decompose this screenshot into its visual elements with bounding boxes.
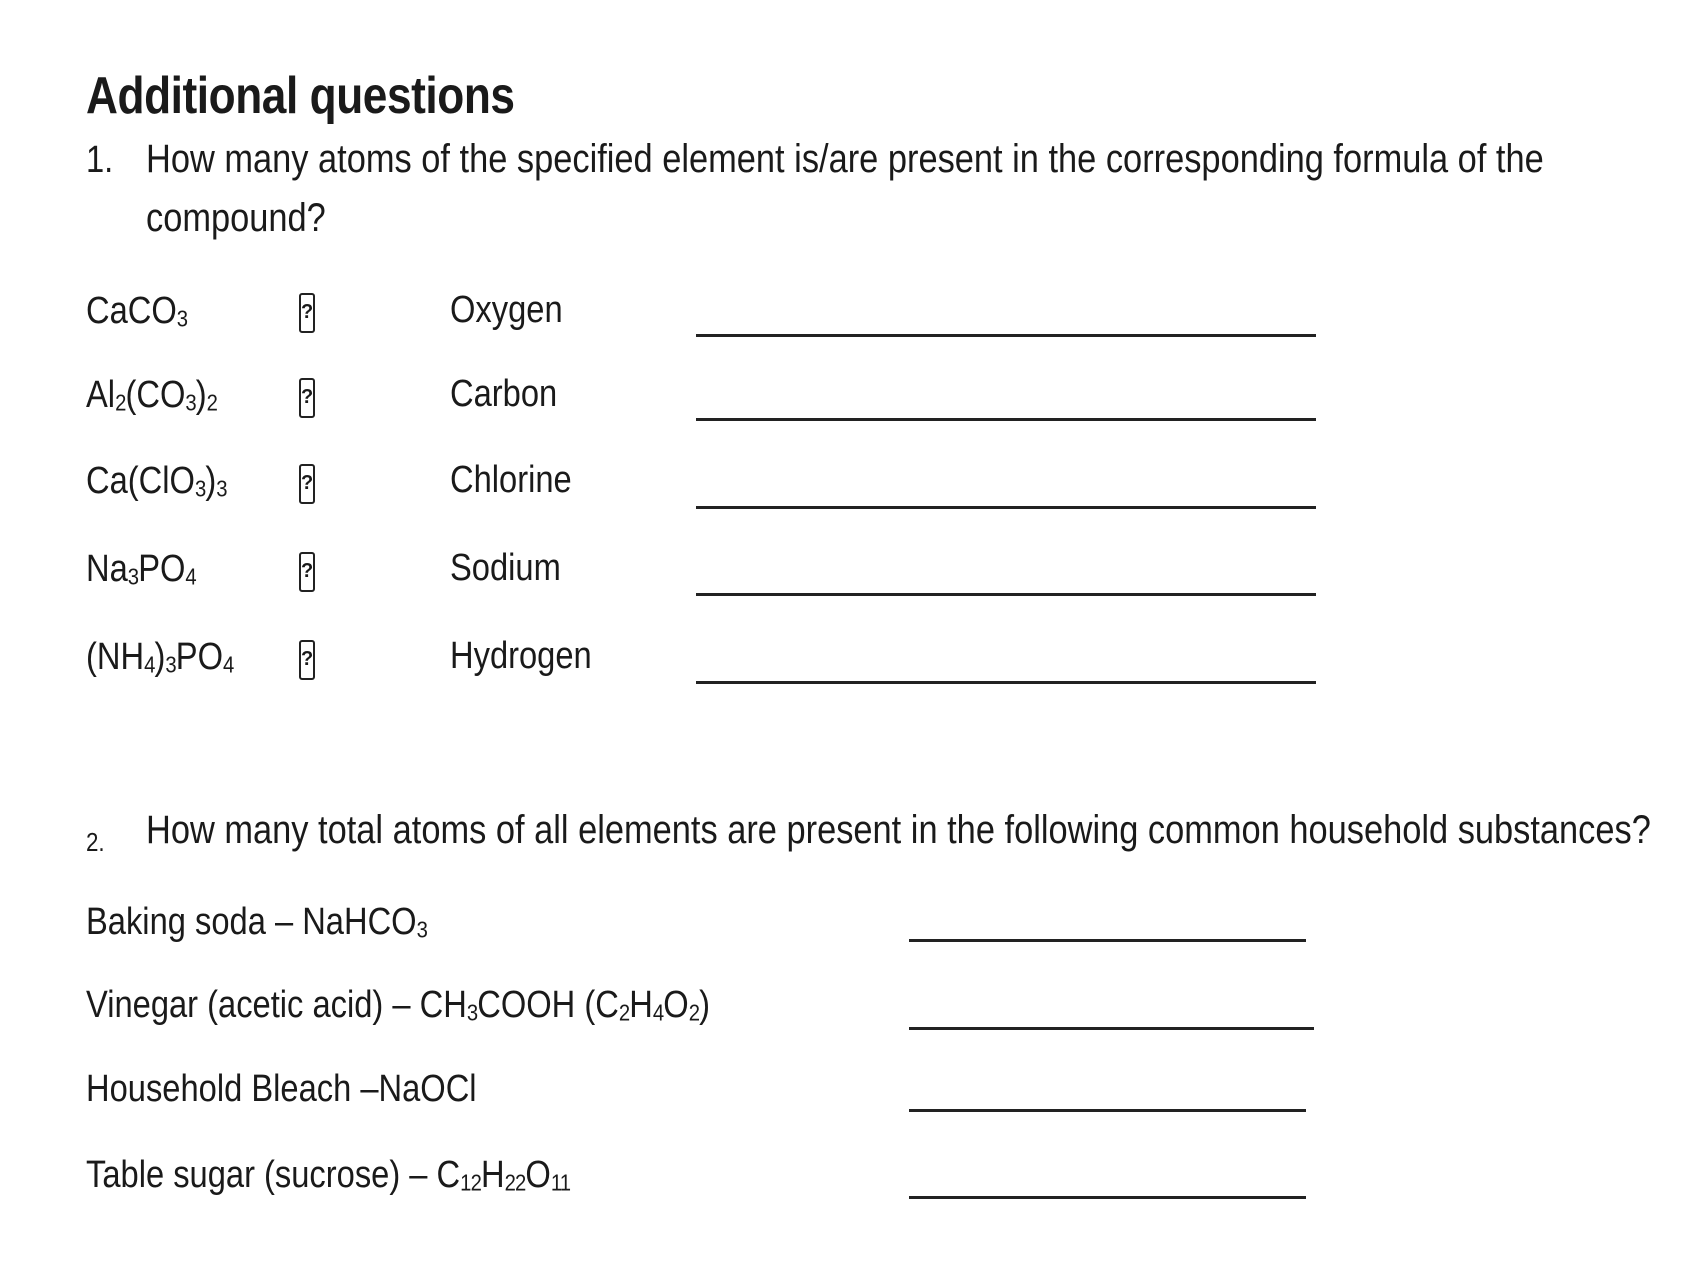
subscript: 3 bbox=[466, 999, 478, 1026]
subscript: 2 bbox=[206, 389, 218, 416]
element-label: Oxygen bbox=[450, 289, 563, 331]
substance-cell bbox=[86, 1068, 477, 1111]
subscript: 3 bbox=[216, 475, 227, 502]
formula-text: Vinegar (acetic acid) – CH bbox=[86, 984, 467, 1026]
element-label: Sodium bbox=[450, 547, 561, 589]
formula-text: ) bbox=[205, 460, 217, 502]
arrow-placeholder-icon: ? bbox=[299, 464, 315, 504]
formula-text: Na bbox=[86, 548, 128, 590]
formula-text: (CO bbox=[125, 374, 186, 416]
page-title: Additional questions bbox=[86, 67, 515, 125]
answer-line[interactable] bbox=[909, 1109, 1306, 1112]
formula-text: Al bbox=[86, 374, 116, 416]
formula-text: PO bbox=[175, 636, 224, 678]
subscript: 11 bbox=[550, 1169, 571, 1196]
question-2-number: 2. bbox=[86, 827, 105, 857]
formula-text: H bbox=[629, 984, 653, 1026]
formula-text: CO bbox=[127, 290, 177, 332]
subscript: 3 bbox=[176, 305, 188, 332]
formula-text: ) bbox=[699, 984, 711, 1026]
element-label: Hydrogen bbox=[450, 635, 592, 677]
answer-line[interactable] bbox=[696, 681, 1316, 684]
question-1-text-line2: compound? bbox=[146, 196, 326, 240]
answer-line[interactable] bbox=[696, 334, 1316, 337]
formula-text: ) bbox=[154, 636, 166, 678]
answer-line[interactable] bbox=[909, 939, 1306, 942]
question-2-text: How many total atoms of all elements are present in the following common household substances? bbox=[146, 808, 1651, 852]
formula-text: ) bbox=[195, 374, 207, 416]
substance-cell bbox=[86, 1154, 570, 1197]
subscript: 22 bbox=[504, 1169, 526, 1196]
subscript: 4 bbox=[652, 999, 664, 1026]
answer-line[interactable] bbox=[696, 418, 1316, 421]
formula-text: COOH (C bbox=[477, 984, 619, 1026]
question-1-text-line1: How many atoms of the specified element is/are present in the corresponding formula of the bbox=[146, 137, 1544, 181]
question-1-number: 1. bbox=[86, 139, 114, 181]
substance-cell bbox=[86, 984, 710, 1027]
subscript: 2 bbox=[688, 999, 700, 1026]
arrow-placeholder-icon: ? bbox=[299, 552, 315, 592]
substance-cell bbox=[86, 901, 427, 944]
subscript: 3 bbox=[194, 475, 206, 502]
subscript: 4 bbox=[185, 563, 196, 590]
formula-text: Ca bbox=[86, 290, 128, 332]
formula-text: O bbox=[663, 984, 689, 1026]
subscript: 3 bbox=[416, 916, 428, 943]
formula-text: O bbox=[525, 1154, 551, 1196]
element-label: Chlorine bbox=[450, 459, 572, 501]
formula-cell bbox=[86, 548, 196, 591]
formula-text: Ca(ClO bbox=[86, 460, 195, 502]
answer-line[interactable] bbox=[909, 1196, 1306, 1199]
formula-cell bbox=[86, 636, 233, 679]
formula-text: PO bbox=[138, 548, 186, 590]
subscript: 4 bbox=[144, 651, 155, 678]
formula-cell bbox=[86, 374, 217, 417]
answer-line[interactable] bbox=[696, 593, 1316, 596]
arrow-placeholder-icon: ? bbox=[299, 293, 315, 333]
formula-text: (NH bbox=[86, 636, 145, 678]
subscript: 12 bbox=[460, 1169, 481, 1196]
formula-cell bbox=[86, 460, 227, 503]
subscript: 2 bbox=[115, 389, 126, 416]
subscript: 4 bbox=[223, 651, 234, 678]
subscript: 3 bbox=[185, 389, 196, 416]
subscript: 3 bbox=[165, 651, 176, 678]
element-label: Carbon bbox=[450, 373, 558, 415]
subscript: 3 bbox=[127, 563, 139, 590]
answer-line[interactable] bbox=[696, 506, 1316, 509]
formula-text: Household Bleach –NaOCl bbox=[86, 1068, 477, 1110]
formula-text: Baking soda – NaHCO bbox=[86, 901, 417, 943]
formula-cell bbox=[86, 290, 187, 333]
formula-text: Table sugar (sucrose) – C bbox=[86, 1154, 461, 1196]
arrow-placeholder-icon: ? bbox=[299, 378, 315, 418]
arrow-placeholder-icon: ? bbox=[299, 640, 315, 680]
formula-text: H bbox=[480, 1154, 505, 1196]
subscript: 2 bbox=[618, 999, 630, 1026]
answer-line[interactable] bbox=[909, 1027, 1314, 1030]
